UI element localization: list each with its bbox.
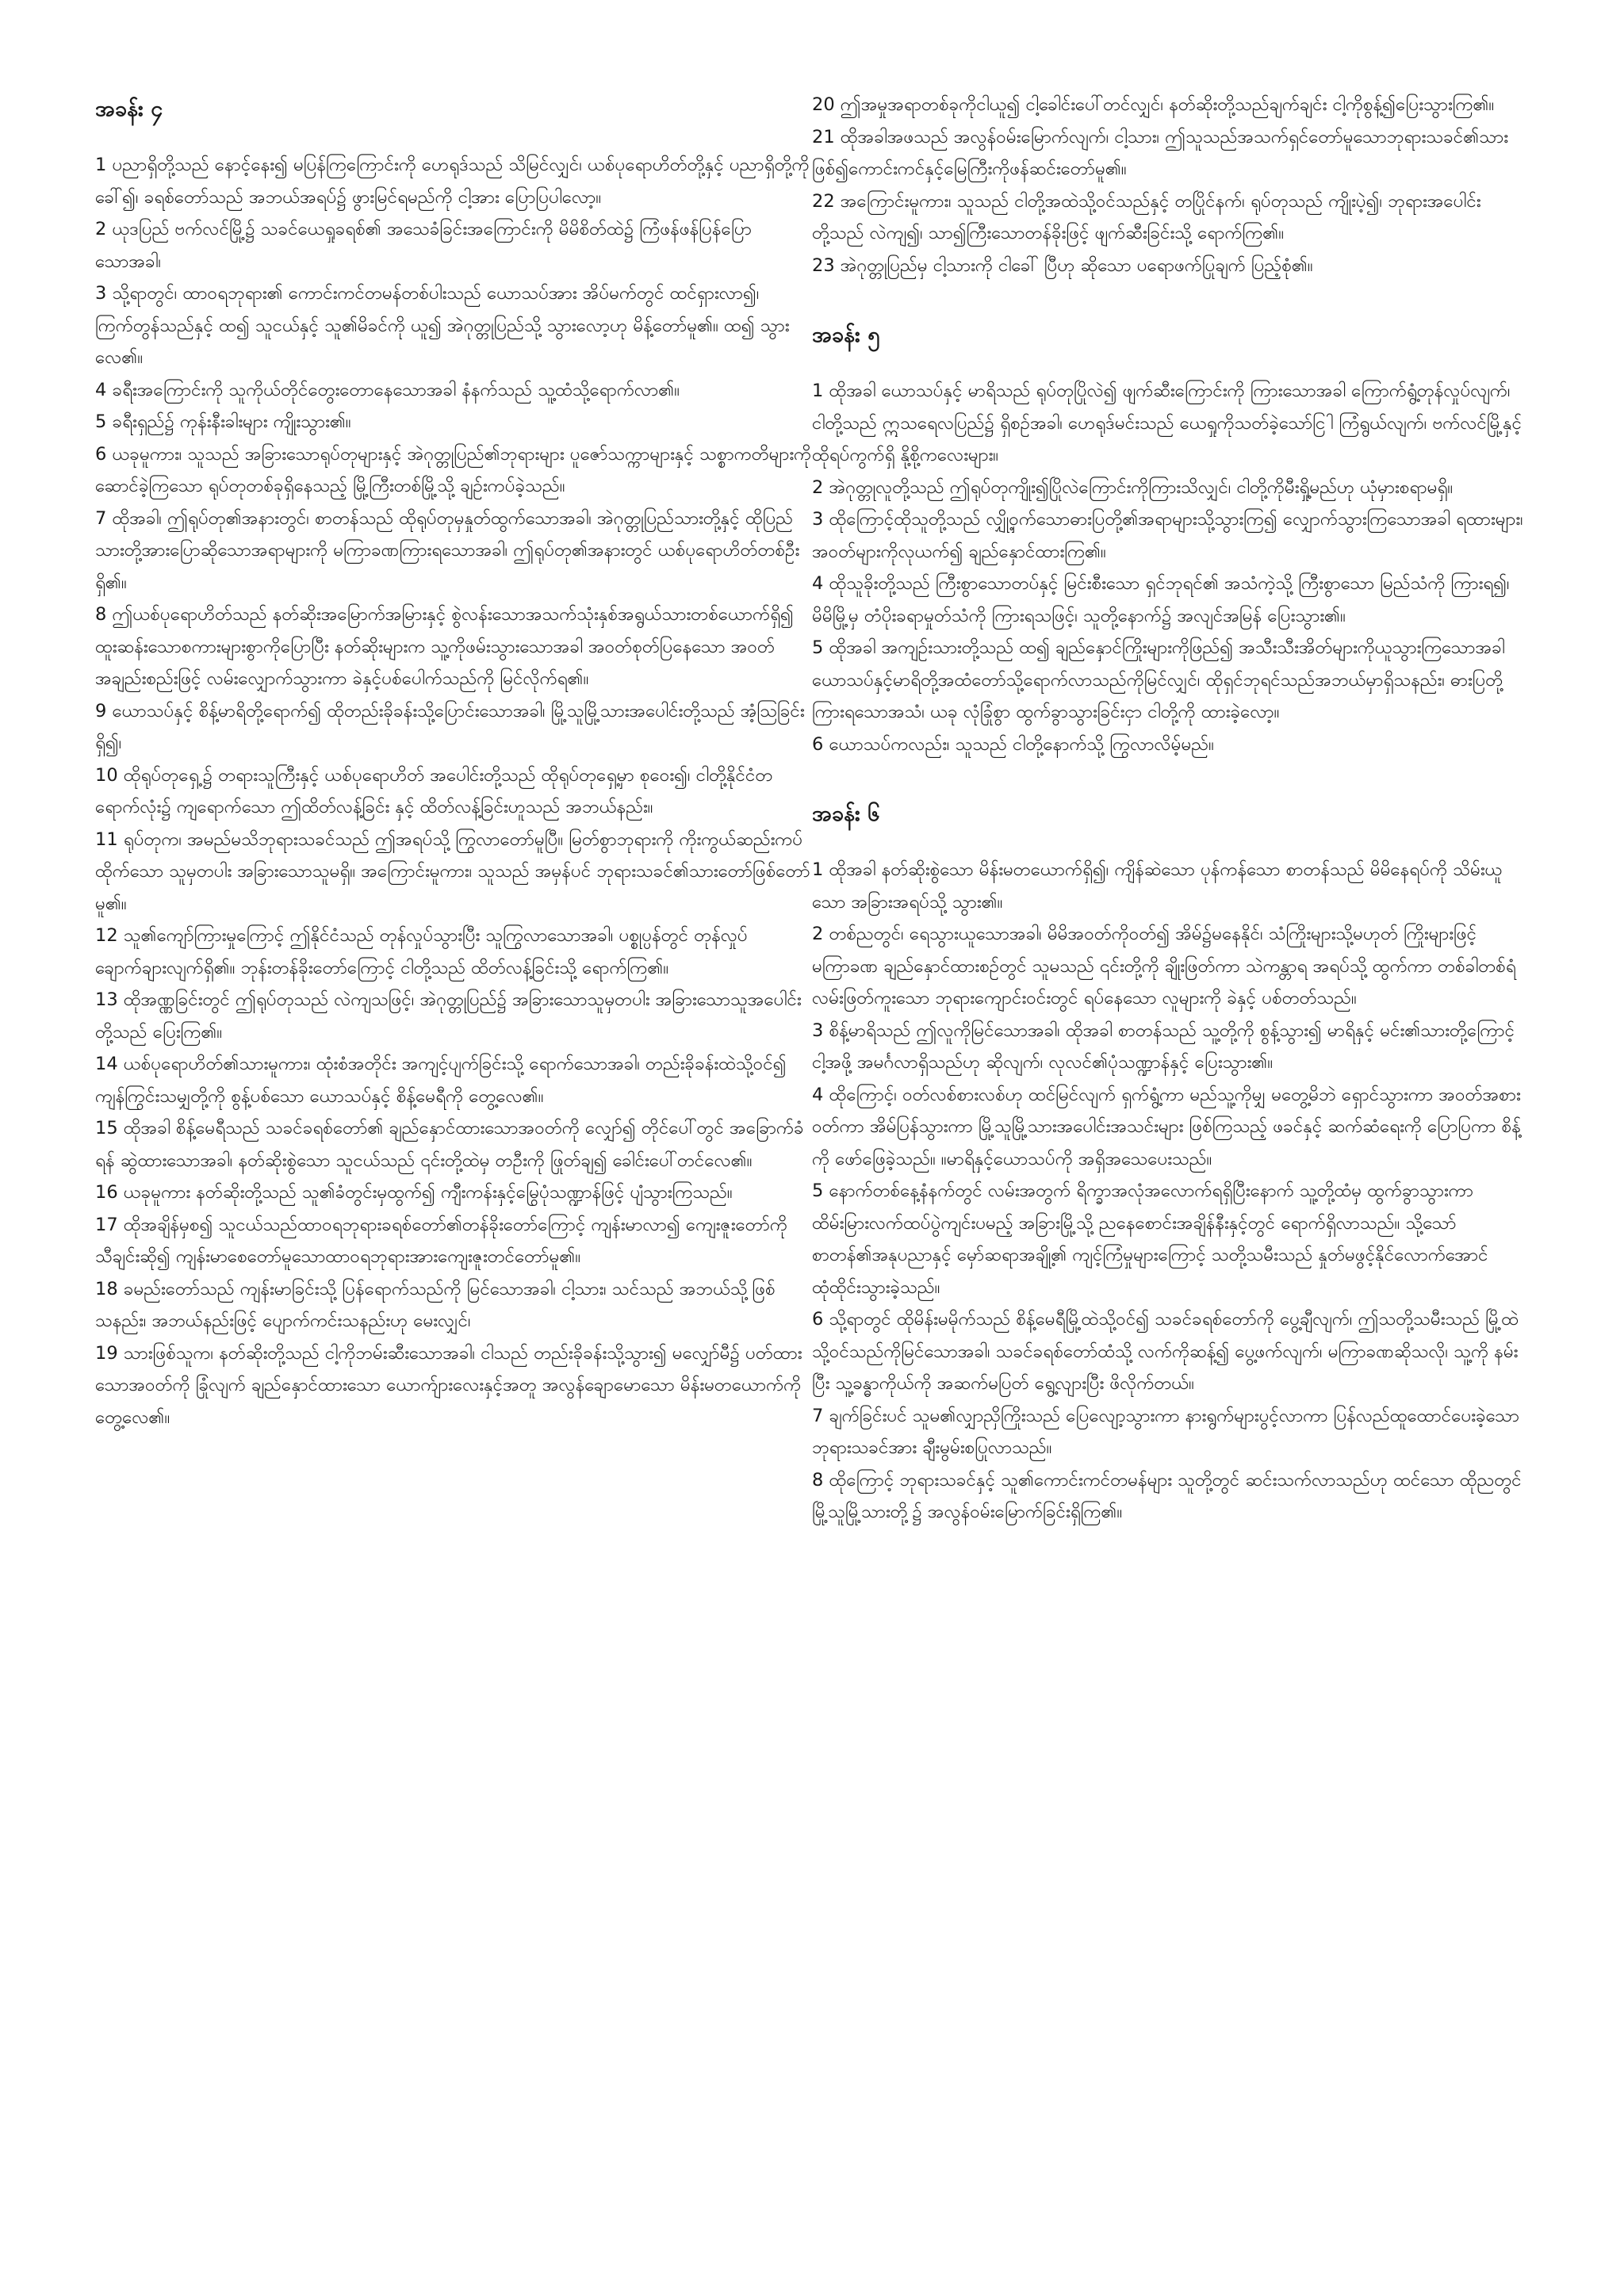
verse: 4 ထိုသူခိုးတို့သည် ကြီးစွာသောတပ်နှင့် မြင်းစီးသော ရှင်ဘုရင်၏ အသံကဲ့သို့ ကြီးစွာသော မြည်သံကို ကြားရ၍၊ မိမိမြို့မှ တံပိုးခရာမှုတ်သံကို ကြားရသဖြင့်၊ သူတို့နောက်၌ အလျင်အမြန် ပြေးသွား၏။ — [812, 573, 1510, 626]
verse: 15 ထိုအခါ စိန့်မေရီသည် သခင်ခရစ်တော်၏ ချည်နှောင်ထားသောအဝတ်ကို လျှော်၍ တိုင်ပေါ်တွင် အခြောက်ခံရန် ဆွဲထားသောအခါ၊ နတ်ဆိုးစွဲသော သူငယ်သည် ၎င်းတို့ထဲမှ တဦးကို ဖြုတ်ချ၍ ခေါင်းပေါ်တင်လေ၏။ — [95, 1118, 804, 1171]
verse: 18 ခမည်းတော်သည် ကျန်းမာခြင်းသို့ ပြန်ရောက်သည်ကို မြင်သောအခါ၊ ငါ့သား၊ သင်သည် အဘယ်သို့ဖြစ်သနည်း၊ အဘယ်နည်းဖြင့် ပျောက်ကင်းသနည်းဟု မေးလျှင်၊ — [95, 1278, 776, 1331]
verse: 19 သားဖြစ်သူက၊ နတ်ဆိုးတို့သည် ငါ့ကိုဘမ်းဆီးသောအခါ၊ ငါသည် တည်းခိုခန်းသို့သွား၍ မလျှော်မီ၌ ပတ်ထားသောအဝတ်ကို ခြုံလျက် ချည်နှောင်ထားသော ယောက်ျားလေးနှင့်အတူ အလွန်ချောမောသော မိန်းမတယောက်ကို တွေ့လေ၏။ — [95, 1342, 802, 1428]
verse: 2 တစ်ညတွင်၊ ရေသွားယူသောအခါ၊ မိမိအဝတ်ကိုဝတ်၍ အိမ်၌မနေနိုင်၊ သံကြိုးများသို့မဟုတ် ကြိုးများဖြင့် မကြာခဏ ချည်နှောင်ထားစဉ်တွင် သူမသည် ၎င်းတို့ကို ချိုးဖြတ်ကာ သဲကန္တာရ အရပ်သို့ ထွက်ကာ တစ်ခါတစ်ရံ လမ်းဖြတ်ကူးသော ဘုရားကျောင်းဝင်းတွင် ရပ်နေသော လူများကို ခဲနှင့် ပစ်တတ်သည်။ — [812, 924, 1516, 1008]
verse: 21 ထိုအခါအဖသည် အလွန်ဝမ်းမြောက်လျက်၊ ငါ့သား၊ ဤသူသည်အသက်ရှင်တော်မူသောဘုရားသခင်၏သားဖြစ်၍ကောင်းကင်နှင့်မြေကြီးကိုဖန်ဆင်းတော်မူ၏။ — [812, 126, 1509, 179]
verse: 17 ထိုအချိန်မှစ၍ သူငယ်သည်ထာဝရဘုရားခရစ်တော်၏တန်ခိုးတော်ကြောင့် ကျန်းမာလာ၍ ကျေးဇူးတော်ကိုသီချင်းဆို၍ ကျန်းမာစေတော်မူသောထာဝရဘုရားအားကျေးဇူးတင်တော်မူ၏။ — [95, 1214, 787, 1267]
verse: 16 ယခုမူကား နတ်ဆိုးတို့သည် သူ၏ခံတွင်းမှထွက်၍ ကျီးကန်းနှင့်မြွေပုံသဏ္ဍာန်ဖြင့် ပျံသွားကြသည်။ — [95, 1182, 733, 1203]
left-column — [95, 94, 812, 2233]
verse: 1 ထိုအခါ ယောသပ်နှင့် မာရိသည် ရုပ်တုပြိုလဲ၍ ဖျက်ဆီးကြောင်းကို ကြားသောအခါ ကြောက်ရွံ့တုန်လှုပ်လျက်၊ ငါတို့သည် ဣသရေလပြည်၌ ရှိစဉ်အခါ၊ ဟေရုဒ်မင်းသည် ယေရှုကိုသတ်ခဲ့သော်ငြါ ကြံရွယ်လျက်၊ ဗက်လင်မြို့နှင့် ထိုရပ်ကွက်ရှိ နို့စို့ကလေးများ။ — [812, 381, 1522, 465]
right-column — [812, 94, 1529, 2233]
verse: 8 ထိုကြောင့် ဘုရားသခင်နှင့် သူ၏ကောင်းကင်တမန်များ သူတို့တွင် ဆင်းသက်လာသည်ဟု ထင်သော ထိုညတွင် မြို့သူမြို့သားတို့၌ အလွန်ဝမ်းမြောက်ခြင်းရှိကြ၏။ — [812, 1469, 1522, 1522]
verse: 6 ယခုမူကား၊ သူသည် အခြားသောရုပ်တုများနှင့် အဲဂုတ္တုပြည်၏ဘုရားများ ပူဇော်သက္ကာများနှင့် သစ္စာကတိများကို ဆောင်ခဲ့ကြသော ရုပ်တုတစ်ခုရှိနေသည့် မြို့ကြီးတစ်မြို့သို့ ချဉ်းကပ်ခဲ့သည်။ — [95, 443, 812, 496]
verse: 4 ခရီးအကြောင်းကို သူကိုယ်တိုင်တွေးတောနေသောအခါ နံနက်သည် သူ့ထံသို့ရောက်လာ၏။ — [95, 379, 680, 400]
verse: 9 ယောသပ်နှင့် စိန့်မာရိတို့ရောက်၍ ထိုတည်းခိုခန်းသို့ပြောင်းသောအခါ၊ မြို့သူမြို့သားအပေါင်းတို့သည် အံ့သြခြင်းရှိ၍၊ — [95, 700, 805, 753]
verse: 6 ယောသပ်ကလည်း၊ သူသည် ငါတို့နောက်သို့ ကြွလာလိမ့်မည်။ — [812, 733, 1214, 755]
chapter-section — [95, 94, 812, 1433]
verse: 22 အကြောင်းမူကား၊ သူသည် ငါတို့အထဲသို့ဝင်သည်နှင့် တပြိုင်နက်၊ ရုပ်တုသည် ကျိုးပဲ့၍၊ ဘုရားအပေါင်းတို့သည် လဲကျ၍၊ သာ၍ကြီးသောတန်ခိုးဖြင့် ဖျက်ဆီးခြင်းသို့ ရောက်ကြ၏။ — [812, 190, 1481, 243]
verse: 3 သို့ရာတွင်၊ ထာဝရဘုရား၏ ကောင်းကင်တမန်တစ်ပါးသည် ယောသပ်အား အိပ်မက်တွင် ထင်ရှားလာ၍၊ ကြက်တွန်သည်နှင့် ထ၍ သူငယ်နှင့် သူ၏မိခင်ကို ယူ၍ အဲဂုတ္တုပြည်သို့ သွားလော့ဟု မိန့်တော်မူ၏။ ထ၍ သွားလေ၏။ — [95, 283, 790, 368]
chapter-heading: အခန်း ၄ — [95, 97, 163, 121]
verse: 3 စိန့်မာရိသည် ဤလူကိုမြင်သောအခါ၊ ထိုအခါ စာတန်သည် သူ့တို့ကို စွန့်သွား၍ မာရိနှင့် မင်း၏သားတို့ကြောင့် ငါ့အဖို့ အမင်္ဂလာရှိသည်ဟု ဆိုလျက်၊ လုလင်၏ပုံသဏ္ဍာန်နှင့် ပြေးသွား၏။ — [812, 1020, 1515, 1073]
verse: 4 ထိုကြောင့်၊ ဝတ်လစ်စားလစ်ဟု ထင်မြင်လျက် ရှက်ရွံ့ကာ မည်သူ့ကိုမျှ မတွေ့မိဘဲ ရှောင်သွားကာ အဝတ်အစားဝတ်ကာ အိမ်ပြန်သွားကာ မြို့သူမြို့သားအပေါင်းအသင်းများ ဖြစ်ကြသည့် ဖခင်နှင့် ဆက်ဆံရေးကို ပြောပြကာ စိန့်ကို ဖော်ဖြေခဲ့သည်။ ။မာရိနှင့်ယောသပ်ကို အရှိအသေပေးသည်။ — [812, 1084, 1521, 1169]
verse: 10 ထိုရုပ်တုရှေ့၌ တရားသူကြီးနှင့် ယစ်ပုရောဟိတ် အပေါင်းတို့သည် ထိုရုပ်တုရှေ့မှာ စုဝေး၍၊ ငါတို့နိုင်ငံတရောက်လုံး၌ ကျရောက်သော ဤထိတ်လန့်ခြင်း နှင့် ထိတ်လန့်ခြင်းဟူသည် အဘယ်နည်း။ — [95, 764, 773, 817]
verse: 20 ဤအမှုအရာတစ်ခုကိုငါယူ၍ ငါ့ခေါင်းပေါ်တင်လျှင်၊ နတ်ဆိုးတို့သည်ချက်ချင်း ငါ့ကိုစွန့်၍ပြေးသွားကြ၏။ — [812, 94, 1495, 115]
verse: 5 နောက်တစ်နေ့နံနက်တွင် လမ်းအတွက် ရိက္ခာအလုံအလောက်ရရှိပြီးနောက် သူ့တို့ထံမှ ထွက်ခွာသွားကာ ထိမ်းမြားလက်ထပ်ပွဲကျင်းပမည့် အခြားမြို့သို့ ညနေစောင်းအချိန်နီးနှင့်တွင် ရောက်ရှိလာသည်။ သို့သော် စာတန်၏အနုပညာနှင့် မှော်ဆရာအချို့၏ ကျင့်ကြံမှုများကြောင့် သတို့သမီးသည် နှုတ်မဖွင့်နိုင်လောက်အောင် ထုံထိုင်းသွားခဲ့သည်။ — [812, 1181, 1488, 1298]
verse: 7 ထိုအခါ၊ ဤရုပ်တု၏အနားတွင်၊ စာတန်သည် ထိုရုပ်တုမှနှုတ်ထွက်သောအခါ၊ အဲဂုတ္တုပြည်သားတို့နှင့် ထိုပြည်သားတို့အားပြောဆိုသောအရာများကို မကြာခဏကြားရသောအခါ၊ ဤရုပ်တု၏အနားတွင် ယစ်ပုရောဟိတ်တစ်ဦးရှိ၏။ — [95, 507, 800, 593]
verse: 8 ဤယစ်ပုရောဟိတ်သည် နတ်ဆိုးအမြောက်အမြားနှင့် စွဲလန်းသောအသက်သုံးနှစ်အရွယ်သားတစ်ယောက်ရှိ၍ ထူးဆန်းသောစကားများစွာကိုပြောပြီး နတ်ဆိုးများက သူ့ကိုဖမ်းသွားသောအခါ အဝတ်စုတ်ပြနေသော အဝတ်အချည်းစည်းဖြင့် လမ်းလျှောက်သွားကာ ခဲနှင့်ပစ်ပေါက်သည်ကို မြင်လိုက်ရ၏။ — [95, 604, 794, 689]
verse: 1 ထိုအခါ နတ်ဆိုးစွဲသော မိန်းမတယောက်ရှိ၍၊ ကျိန်ဆဲသော ပုန်ကန်သော စာတန်သည် မိမိနေရပ်ကို သိမ်းယူသော အခြားအရပ်သို့ သွား၏။ — [812, 859, 1503, 913]
verse: 14 ယစ်ပုရောဟိတ်၏သားမူကား၊ ထုံးစံအတိုင်း အကျင့်ပျက်ခြင်းသို့ ရောက်သောအခါ၊ တည်းခိုခန်းထဲသို့ဝင်၍ ကျန်ကြွင်းသမျှတို့ကို စွန့်ပစ်သော ယောသပ်နှင့် စိန့်မေရီကို တွေ့လေ၏။ — [95, 1054, 787, 1107]
verse: 2 အဲဂုတ္တုလူတို့သည် ဤရုပ်တုကျိုး၍ပြိုလဲကြောင်းကိုကြားသိလျှင်၊ ငါတို့ကိုမီးရှို့မည်ဟု ယုံမှားစရာမရှိ။ — [812, 476, 1454, 498]
chapter-heading: အခန်း ၆ — [812, 802, 880, 826]
verse: 5 ထိုအခါ အကျဉ်းသားတို့သည် ထ၍ ချည်နှောင်ကြိုးများကိုဖြည်၍ အသီးသီးအိတ်များကိုယူသွားကြသောအခါ ယောသပ်နှင့်မာရိတို့အထံတော်သို့ရောက်လာသည်ကိုမြင်လျှင်၊ ထိုရှင်ဘုရင်သည်အဘယ်မှာရှိသနည်း၊ ဓားပြတို့ကြားရသောအသံ၊ ယခု လုံခြုံစွာ ထွက်ခွာသွားခြင်းငှာ ငါတို့ကို ထားခဲ့လော့။ — [812, 637, 1505, 722]
verse: 7 ချက်ခြင်းပင် သူမ၏လျှာညှိကြိုးသည် ပြေလျော့သွားကာ နားရွက်များပွင့်လာကာ ပြန်လည်ထူထောင်ပေးခဲ့သော ဘုရားသခင်အား ချီးမွမ်းစပြုလာသည်။ — [812, 1405, 1519, 1458]
verse: 23 အဲဂုတ္တုပြည်မှ ငါ့သားကို ငါခေါ် ပြီဟု ဆိုသော ပရောဖက်ပြုချက် ပြည့်စုံ၏။ — [812, 254, 1313, 276]
chapter-section — [812, 798, 1529, 1529]
verse: 12 သူ၏ကျော်ကြားမှုကြောင့် ဤနိုင်ငံသည် တုန်လှုပ်သွားပြီး သူကြွလာသောအခါ၊ ပစ္စုပ္ပန်တွင် တုန်လှုပ်ချောက်ချားလျက်ရှိ၏။ ဘုန်းတန်ခိုးတော်ကြောင့် ငါတို့သည် ထိတ်လန့်ခြင်းသို့ ရောက်ကြ၏။ — [95, 925, 748, 978]
verse: 3 ထိုကြောင့်ထိုသူတို့သည် လျှို့ဝှက်သောဓားပြတို့၏အရာများသို့သွားကြ၍ လျှောက်သွားကြသောအခါ ရထားများ၊ အဝတ်များကိုလုယက်၍ ချည်နှောင်ထားကြ၏။ — [812, 509, 1523, 562]
chapter-section — [812, 89, 1529, 281]
verse: 2 ယုဒပြည် ဗက်လင်မြို့၌ သခင်ယေရှုခရစ်၏ အသေခံခြင်းအကြောင်းကို မိမိစိတ်ထဲ၌ ကြံဖန်ဖန်ပြန်ပြောသောအခါ၊ — [95, 219, 753, 272]
verse: 11 ရုပ်တုက၊ အမည်မသိဘုရားသခင်သည် ဤအရပ်သို့ ကြွလာတော်မူပြီ။ မြတ်စွာဘုရားကို ကိုးကွယ်ဆည်းကပ်ထိုက်သော သူမှတပါး အခြားသောသူမရှိ။ အကြောင်းမူကား၊ သူသည် အမှန်ပင် ဘုရားသခင်၏သားတော်ဖြစ်တော်မူ၏။ — [95, 828, 810, 914]
verse: 6 သို့ရာတွင် ထိုမိန်းမမိုက်သည် စိန့်မေရီမြို့ထဲသို့ဝင်၍ သခင်ခရစ်တော်ကို ပွေ့ချီလျက်၊ ဤသတို့သမီးသည် မြို့ထဲသို့ဝင်သည်ကိုမြင်သောအခါ၊ သခင်ခရစ်တော်ထံသို့ လက်ကိုဆန့်၍ ပွေ့ဖက်လျက်၊ မကြာခဏဆိုသလို၊ သူ့ကို နမ်းပြီး သူ့ခန္ဓာကိုယ်ကို အဆက်မပြတ် ရွေ့လျားပြီး ဖိလိုက်တယ်။ — [812, 1309, 1519, 1394]
chapter-section — [812, 320, 1529, 760]
verse: 1 ပညာရှိတို့သည် နောင့်နေး၍ မပြန်ကြကြောင်းကို ဟေရုဒ်သည် သိမြင်လျှင်၊ ယစ်ပုရောဟိတ်တို့နှင့် ပညာရှိတို့ကို ခေါ်၍၊ ခရစ်တော်သည် အဘယ်အရပ်၌ ဖွားမြင်ရမည်ကို ငါ့အား ပြောပြပါလော့။ — [95, 155, 810, 208]
verse: 5 ခရီးရှည်၌ ကုန်းနီးခါးများ ကျိုးသွား၏။ — [95, 411, 351, 432]
chapter-heading: အခန်း ၅ — [812, 323, 880, 347]
verse: 13 ထိုအဏ္ဏခြင်းတွင် ဤရုပ်တုသည် လဲကျသဖြင့်၊ အဲဂုတ္တုပြည်၌ အခြားသောသူမှတပါး အခြားသောသူအပေါင်းတို့သည် ပြေးကြ၏။ — [95, 989, 802, 1043]
